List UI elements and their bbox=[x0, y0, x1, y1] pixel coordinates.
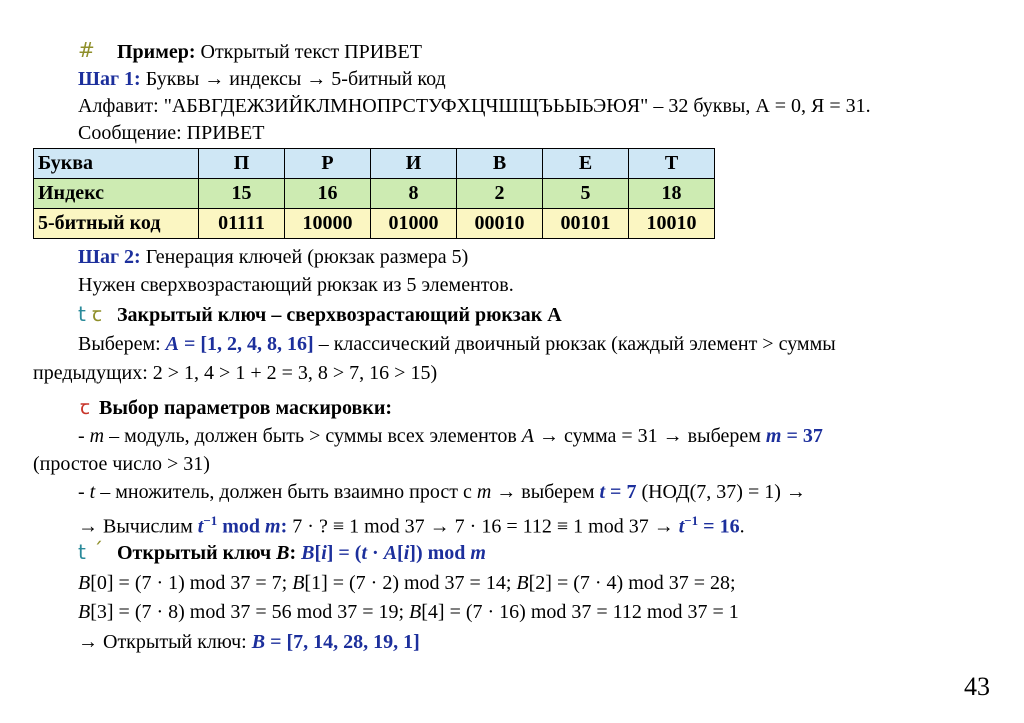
b-values-row2: B[3] = (7 · 8) mod 37 = 56 mod 37 = 19; B[4] = (7 · 16) mod 37 = 112 mod 37 = 1 bbox=[78, 601, 739, 623]
curl-bullet-icon: ꞇ bbox=[92, 302, 102, 326]
page-number: 43 bbox=[964, 672, 990, 701]
table-cell: 18 bbox=[629, 179, 715, 209]
alphabet-line: Алфавит: "АБВГДЕЖЗИЙКЛМНОПРСТУФХЦЧШЩЪЬЫЬЭЮЯ" – 32 буквы, А = 0, Я = 31. bbox=[78, 95, 871, 117]
message-line: Сообщение: ПРИВЕТ bbox=[78, 122, 265, 144]
step2-heading: Шаг 2: Генерация ключей (рюкзак размера 5) bbox=[78, 246, 469, 268]
table-cell: Т bbox=[629, 149, 715, 179]
table-cell: 01111 bbox=[199, 209, 285, 239]
tick-bullet-icon: ˊ bbox=[93, 538, 103, 562]
table-cell: Е bbox=[543, 149, 629, 179]
table-cell: 5 bbox=[543, 179, 629, 209]
prime-line: (простое число > 31) bbox=[33, 453, 210, 475]
table-cell: 00010 bbox=[457, 209, 543, 239]
need-line: Нужен сверхвозрастающий рюкзак из 5 элементов. bbox=[78, 274, 514, 296]
table-cell: 10010 bbox=[629, 209, 715, 239]
hook-bullet-icon: ꞇ bbox=[80, 395, 90, 419]
table-cell: 10000 bbox=[285, 209, 371, 239]
b-values-row1: B[0] = (7 · 1) mod 37 = 7; B[1] = (7 · 2) mod 37 = 14; B[2] = (7 · 4) mod 37 = 28; bbox=[78, 572, 736, 594]
step1-heading: Шаг 1: Буквы → индексы → 5-битный код bbox=[78, 68, 446, 90]
choose-line: Выберем: A = [1, 2, 4, 8, 16] – классический двоичный рюкзак (каждый элемент > суммы bbox=[78, 333, 836, 355]
result-line: → Открытый ключ: B = [7, 14, 28, 19, 1] bbox=[78, 631, 420, 653]
table-row-index bbox=[34, 179, 715, 209]
table-cell: 5-битный код bbox=[34, 209, 199, 239]
params-heading: Выбор параметров маскировки: bbox=[99, 397, 392, 419]
table-cell: Буква bbox=[34, 149, 199, 179]
table-cell: 2 bbox=[457, 179, 543, 209]
table-cell: В bbox=[457, 149, 543, 179]
table-cell: 15 bbox=[199, 179, 285, 209]
table-cell: Р bbox=[285, 149, 371, 179]
t-bullet-icon: t bbox=[78, 302, 86, 326]
t2-bullet-icon: t bbox=[78, 540, 86, 564]
prev-line: предыдущих: 2 > 1, 4 > 1 + 2 = 3, 8 > 7, 16 > 15) bbox=[33, 362, 438, 384]
table-cell: 00101 bbox=[543, 209, 629, 239]
table-row-letters bbox=[34, 149, 715, 179]
calc-line: → Вычислим $t^{-1}$ mod m: 7 · ? ≡ 1 mod 37 → 7 · 16 = 112 ≡ 1 mod $37 \to t^{-1} = 16$. bbox=[78, 513, 745, 538]
table-cell: 8 bbox=[371, 179, 457, 209]
table-cell: Индекс bbox=[34, 179, 199, 209]
closed-key-heading: Закрытый ключ – сверхвозрастающий рюкзак A bbox=[117, 304, 562, 326]
hash-bullet-icon: # bbox=[78, 38, 95, 62]
table-cell: 01000 bbox=[371, 209, 457, 239]
table-cell: П bbox=[199, 149, 285, 179]
table-row-code bbox=[34, 209, 715, 239]
open-key-heading: Открытый ключ B: B[i] = (t · A[i]) mod m bbox=[117, 542, 486, 564]
m-line: - m – модуль, должен быть > суммы всех элементов A → сумма = 31 → выберем m = 37 bbox=[78, 425, 823, 447]
encoding-table bbox=[33, 148, 715, 239]
table-cell: 16 bbox=[285, 179, 371, 209]
example-heading: Пример: Открытый текст ПРИВЕТ bbox=[117, 41, 422, 63]
table-cell: И bbox=[371, 149, 457, 179]
t-line: - t – множитель, должен быть взаимно прост с m → выберем t = 7 (НОД(7, 37) = 1) → bbox=[78, 481, 806, 503]
